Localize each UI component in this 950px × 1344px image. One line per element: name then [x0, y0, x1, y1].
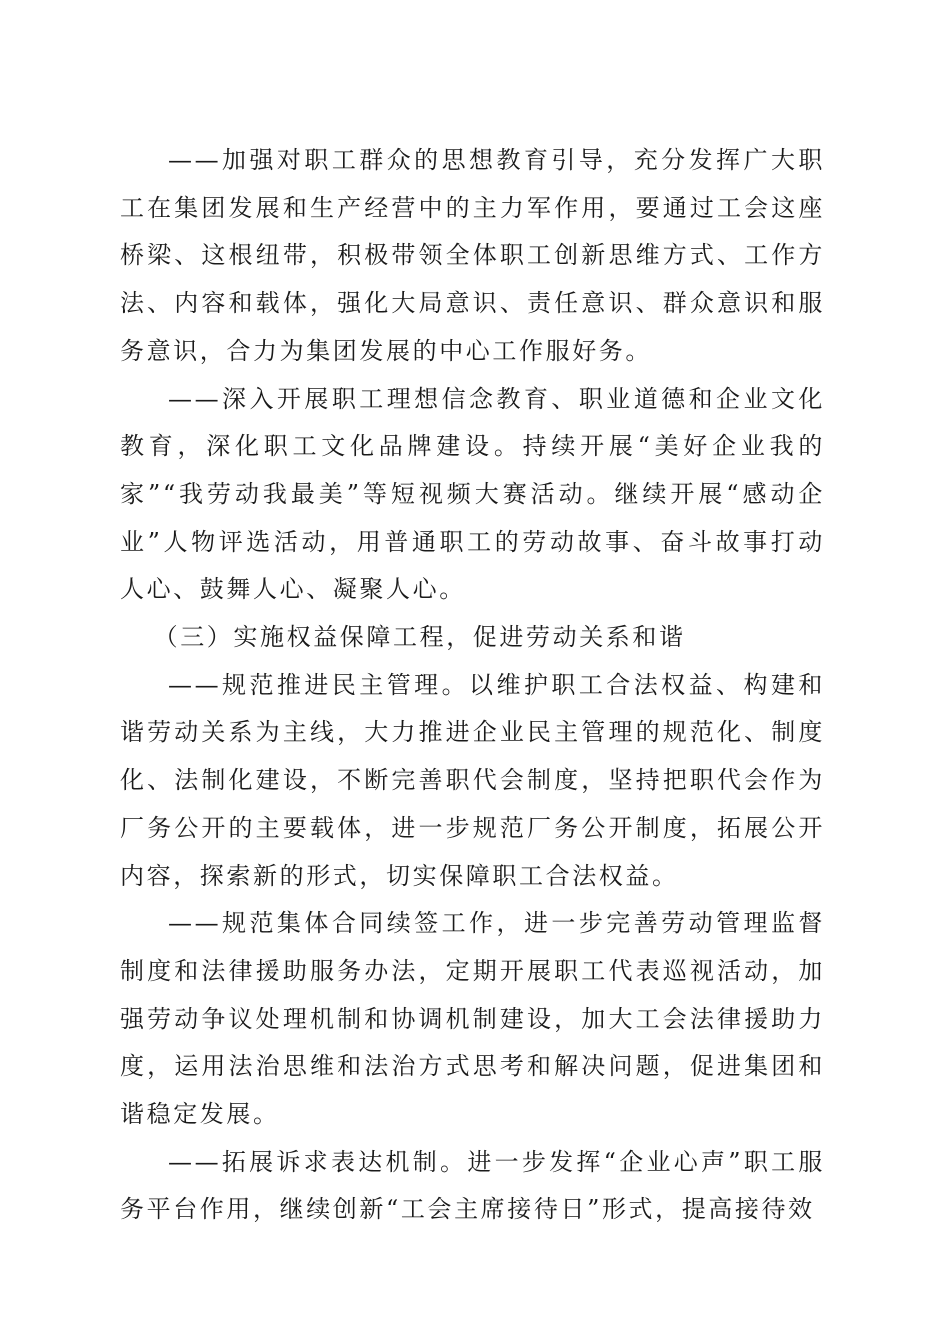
paragraph-ideological-education: ——加强对职工群众的思想教育引导，充分发挥广大职工在集团发展和生产经营中的主力军作用，要通过工会这座桥梁、这根纽带，积极带领全体职工创新思维方式、工作方法、内容和载体，强化大局意识、责任意识、群众意识和服务意识，合力为集团发展的中心工作服好务。	[120, 146, 825, 365]
paragraph-ideals-education: ——深入开展职工理想信念教育、职业道德和企业文化教育，深化职工文化品牌建设。持续开展“美好企业我的家”“我劳动我最美”等短视频大赛活动。继续开展“感动企业”人物评选活动，用普通职工的劳动故事、奋斗故事打动人心、鼓舞人心、凝聚人心。	[120, 384, 825, 604]
paragraph-democratic-management: ——规范推进民主管理。以维护职工合法权益、构建和谐劳动关系为主线，大力推进企业民主管理的规范化、制度化、法制化建设，不断完善职代会制度，坚持把职代会作为厂务公开的主要载体，进一步规范厂务公开制度，拓展公开内容，探索新的形式，切实保障职工合法权益。	[120, 670, 825, 890]
paragraph-appeal-expression: ——拓展诉求表达机制。进一步发挥“企业心声”职工服务平台作用，继续创新“工会主席接待日”形式，提高接待效	[120, 1147, 825, 1224]
section-heading: （三）实施权益保障工程，促进劳动关系和谐	[153, 623, 686, 652]
document-body	[120, 137, 825, 1234]
paragraph-collective-contract: ——规范集体合同续签工作，进一步完善劳动管理监督制度和法律援助服务办法，定期开展职工代表巡视活动，加强劳动争议处理机制和协调机制建设，加大工会法律援助力度，运用法治思维和法治方式思考和解决问题，促进集团和谐稳定发展。	[120, 909, 825, 1129]
